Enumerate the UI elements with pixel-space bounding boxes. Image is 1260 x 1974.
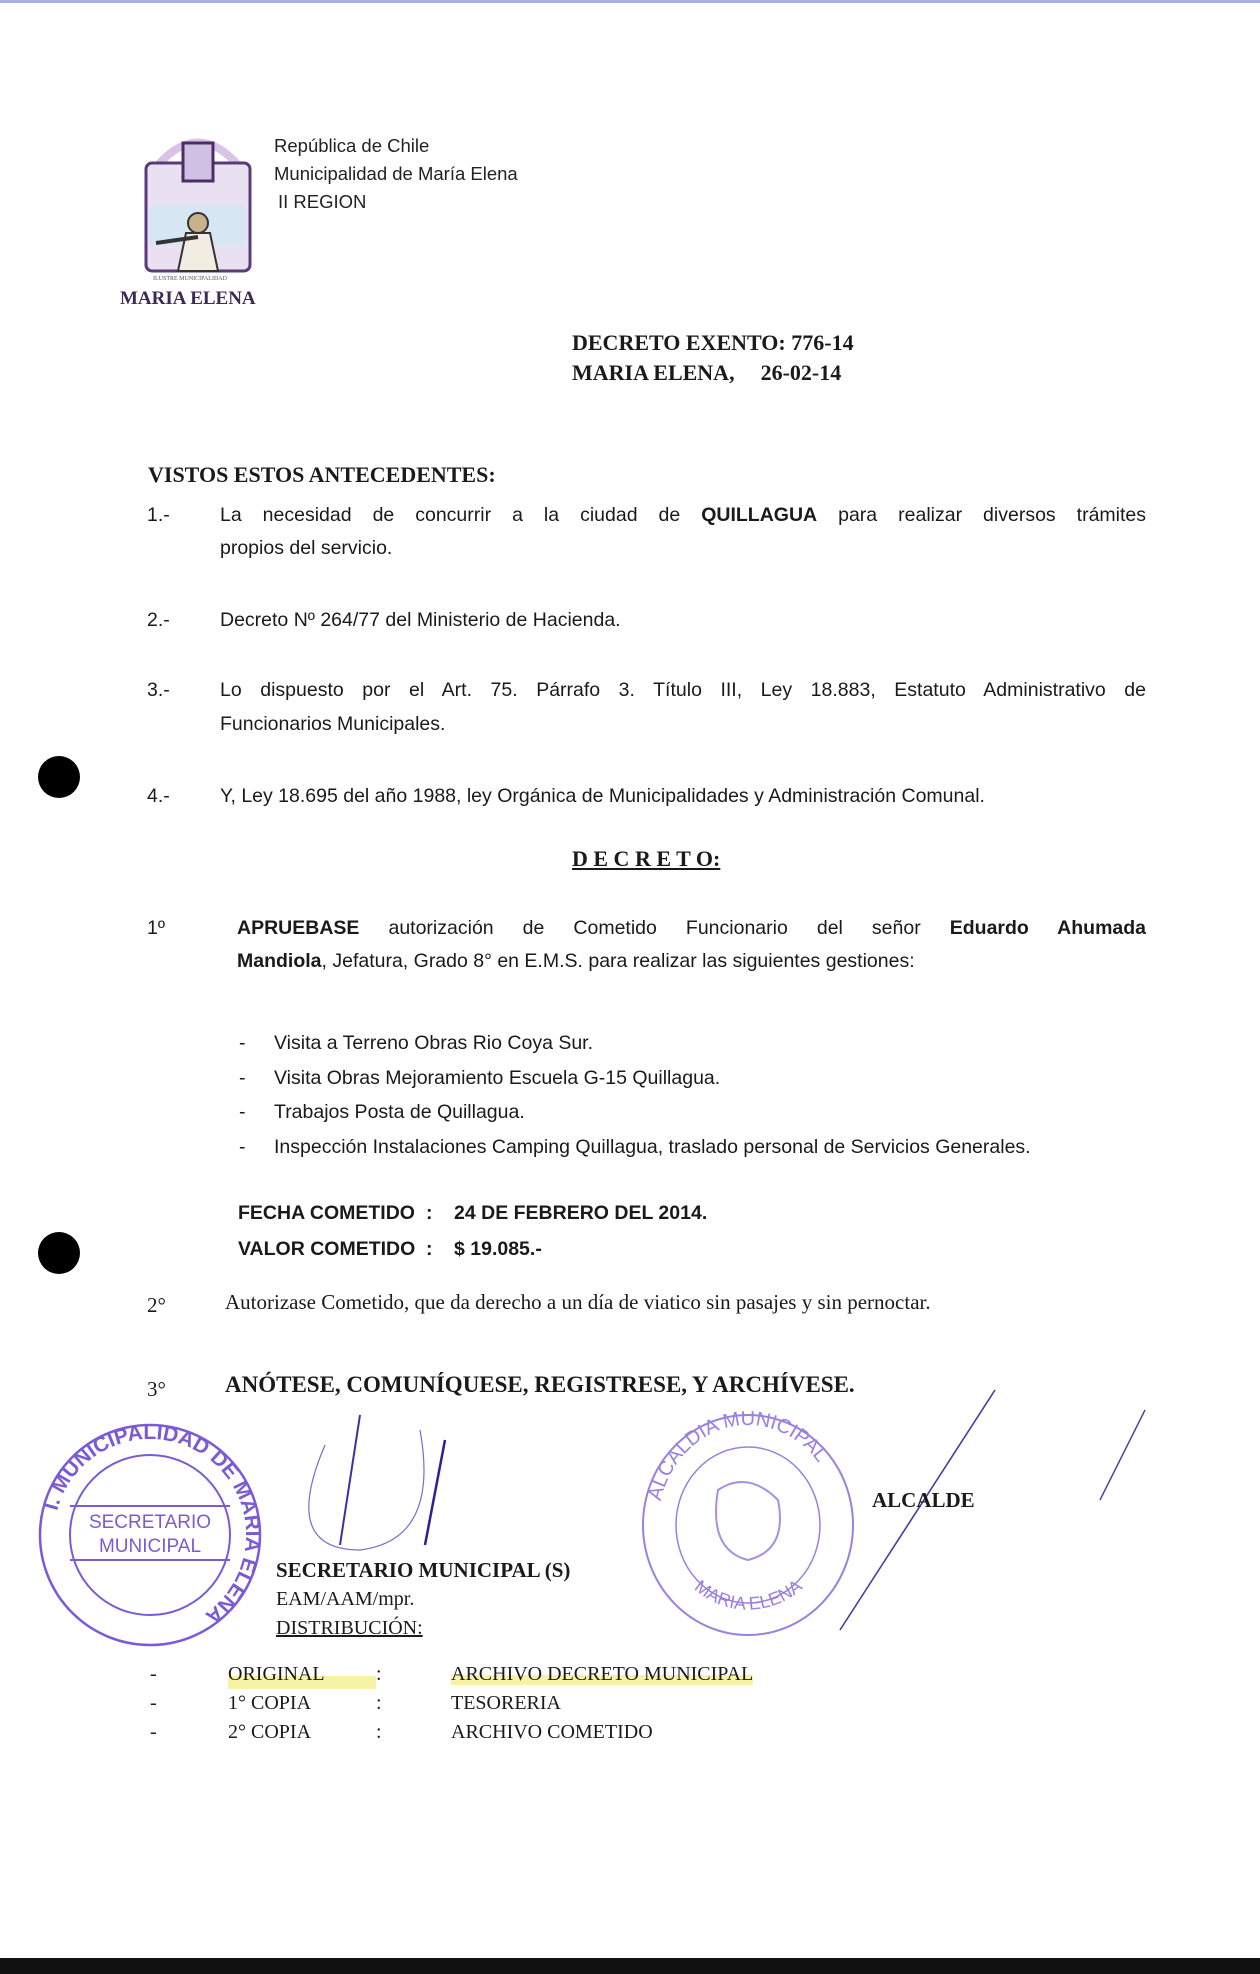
scan-edge-bottom [0,1958,1260,1974]
valor-label: VALOR COMETIDO [238,1238,416,1260]
svg-text:MARIA ELENA: MARIA ELENA [690,1575,806,1614]
text: , Jefatura, Grado 8° en E.M.S. para realizar las siguientes gestiones: [321,950,915,972]
valor-cometido [238,1238,542,1261]
distribution-row [150,1660,753,1689]
separator: : [426,1202,433,1224]
svg-text:ALCALDIA MUNICIPAL: ALCALDIA MUNICIPAL [643,1410,833,1503]
municipal-logo [138,125,258,275]
task-text: Trabajos Posta de Quillagua. [274,1101,525,1123]
text: La necesidad de concurrir a la ciudad de [220,504,702,526]
row-label: 1° COPIA [228,1692,312,1714]
vistos-item-1-line2: propios del servicio. [220,537,393,559]
task-text: Visita a Terreno Obras Rio Coya Sur. [274,1032,594,1054]
separator: : [376,1692,382,1714]
resolution-num-1: 1º [147,917,165,939]
task-text: Visita Obras Mejoramiento Escuela G-15 Quillagua. [274,1066,721,1089]
fecha-cometido [238,1202,707,1225]
resolution-1-line2 [237,950,915,973]
decree-place: MARIA ELENA, [572,360,735,385]
bullet: - [150,1692,157,1714]
fecha-value: 24 DE FEBRERO DEL 2014. [454,1202,708,1224]
task-item: - Visita Obras Mejoramiento Escuela G-15 Quillagua. [239,1066,721,1089]
svg-text:I. MUNICIPALIDAD DE MARIA ELEN: I. MUNICIPALIDAD DE MARIA ELENA [39,1420,265,1629]
distribution-list [150,1660,753,1747]
letterhead [274,132,518,216]
separator: : [426,1238,433,1260]
svg-text:MUNICIPAL: MUNICIPAL [98,1536,202,1557]
initials: EAM/AAM/mpr. [276,1588,415,1610]
vistos-num-4: 4.- [147,785,170,807]
punch-hole [38,756,80,798]
task-item: - Inspección Instalaciones Camping Quillagua, traslado personal de Servicios Generales. [239,1135,1031,1158]
decreto-heading: D E C R E T O: [572,846,721,871]
decree-number: DECRETO EXENTO: 776-14 [572,330,854,355]
official-name: Eduardo Ahumada [949,917,1147,939]
approve-word: APRUEBASE [237,917,360,939]
separator: : [376,1663,382,1685]
task-list [239,1026,1031,1164]
task-item: - Trabajos Posta de Quillagua. [239,1101,525,1123]
bullet: - [150,1663,157,1685]
task-text: Inspección Instalaciones Camping Quillagua, traslado personal de Servicios Generales. [274,1135,1031,1158]
text: autorización de Cometido Funcionario del señor [359,917,950,939]
distribucion-title: DISTRIBUCIÓN: [276,1617,423,1639]
resolution-num-3: 3° [147,1377,166,1401]
fecha-label: FECHA COMETIDO [238,1202,415,1224]
resolution-3-text: ANÓTESE, COMUNÍQUESE, REGISTRESE, Y ARCHÍVESE. [225,1372,855,1397]
vistos-item-1 [220,504,1146,527]
signature-secretario [270,1405,590,1555]
scan-edge-top [0,0,1260,3]
resolution-num-2: 2° [147,1293,166,1317]
distribution-row [150,1718,753,1747]
punch-hole [38,1232,80,1274]
city-name: QUILLAGUA [701,504,818,526]
separator: : [376,1721,382,1743]
vistos-title: VISTOS ESTOS ANTECEDENTES: [148,462,496,487]
row-value: ARCHIVO DECRETO MUNICIPAL [451,1663,754,1685]
valor-value: $ 19.085.- [454,1238,542,1260]
municipality: Municipalidad de María Elena [274,163,518,184]
vistos-num-3: 3.- [147,679,170,701]
official-surname: Mandiola [237,950,322,972]
row-label: 2° COPIA [228,1721,312,1743]
text: para realizar diversos trámites [817,504,1146,526]
logo-small-text: ILUSTRE MUNICIPALIDAD [153,276,227,282]
secretario-stamp [35,1420,265,1650]
decree-place-date [572,360,841,386]
row-label: ORIGINAL [228,1660,376,1689]
resolution-2-text: Autorizase Cometido, que da derecho a un día de viatico sin pasajes y sin pernoctar. [225,1290,931,1314]
vistos-item-2: Decreto Nº 264/77 del Ministerio de Hacienda. [220,609,621,631]
vistos-item-3: Lo dispuesto por el Art. 75. Párrafo 3. Título III, Ley 18.883, Estatuto Administrativo de [220,679,1146,701]
logo-caption: MARIA ELENA [120,288,256,309]
region: II REGION [278,191,367,212]
svg-text:SECRETARIO: SECRETARIO [88,1512,212,1533]
decree-date: 26-02-14 [760,360,842,385]
alcalde-label: ALCALDE [872,1488,975,1512]
task-item: - Visita a Terreno Obras Rio Coya Sur. [239,1032,594,1054]
resolution-1-line1 [237,917,1146,940]
country: República de Chile [274,135,430,156]
bullet: - [150,1721,157,1743]
row-value: TESORERIA [451,1692,561,1714]
row-value: ARCHIVO COMETIDO [451,1721,653,1743]
distribution-row [150,1689,753,1718]
vistos-item-4: Y, Ley 18.695 del año 1988, ley Orgánica de Municipalidades y Administración Comunal. [220,785,985,807]
vistos-item-3-line2: Funcionarios Municipales. [220,713,446,735]
vistos-num-2: 2.- [147,609,170,631]
vistos-num-1: 1.- [147,504,170,526]
secretario-label: SECRETARIO MUNICIPAL (S) [276,1558,571,1582]
